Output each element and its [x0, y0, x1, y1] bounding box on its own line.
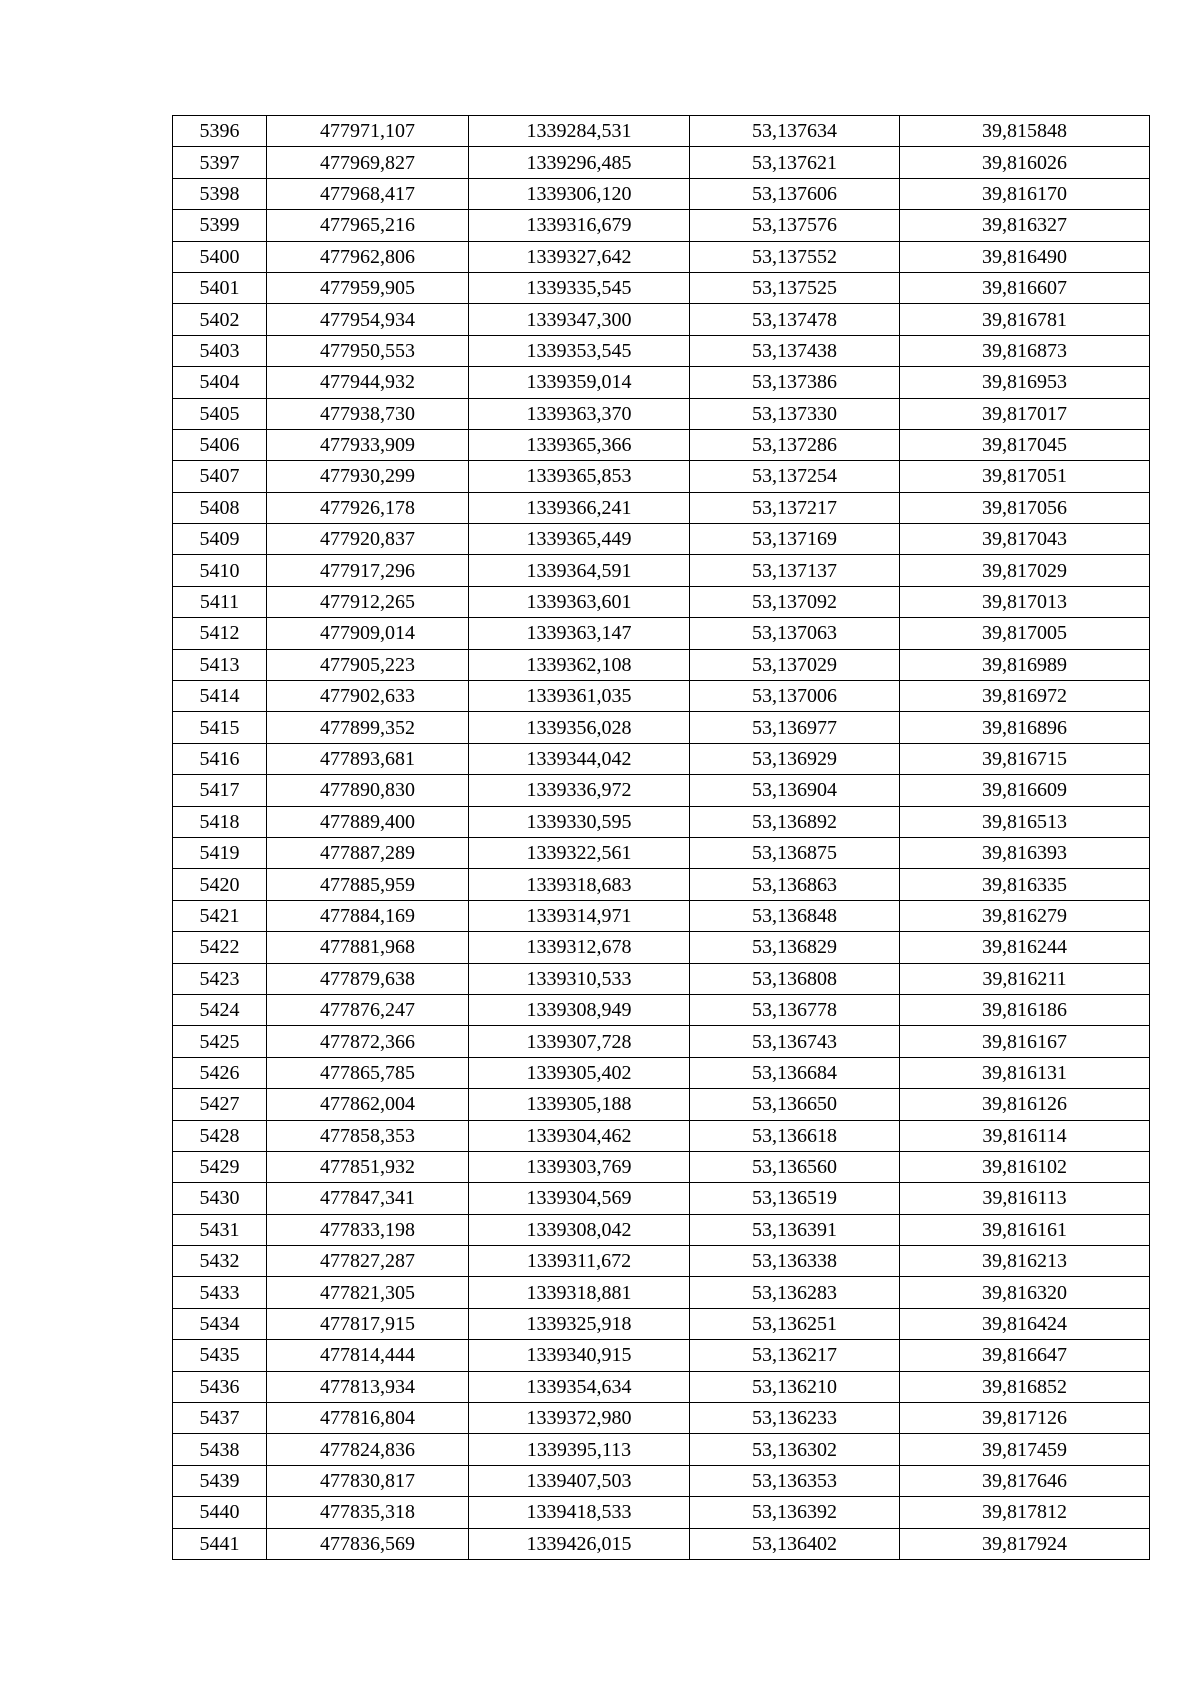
latitude-cell: 53,136829: [690, 932, 900, 963]
latitude-cell: 53,136778: [690, 994, 900, 1025]
point-number-cell: 5432: [173, 1246, 267, 1277]
latitude-cell: 53,136392: [690, 1497, 900, 1528]
table-row: [173, 555, 1150, 586]
longitude-cell: 39,816102: [900, 1151, 1150, 1182]
y-coordinate-cell: 1339365,449: [469, 524, 690, 555]
point-number-cell: 5426: [173, 1057, 267, 1088]
table-row: [173, 272, 1150, 303]
latitude-cell: 53,137552: [690, 241, 900, 272]
table-row: [173, 304, 1150, 335]
longitude-cell: 39,816953: [900, 367, 1150, 398]
point-number-cell: 5407: [173, 461, 267, 492]
longitude-cell: 39,816781: [900, 304, 1150, 335]
latitude-cell: 53,137169: [690, 524, 900, 555]
x-coordinate-cell: 477821,305: [267, 1277, 469, 1308]
y-coordinate-cell: 1339303,769: [469, 1151, 690, 1182]
latitude-cell: 53,136519: [690, 1183, 900, 1214]
longitude-cell: 39,816167: [900, 1026, 1150, 1057]
point-number-cell: 5433: [173, 1277, 267, 1308]
table-row: [173, 1403, 1150, 1434]
latitude-cell: 53,137634: [690, 116, 900, 147]
point-number-cell: 5424: [173, 994, 267, 1025]
x-coordinate-cell: 477814,444: [267, 1340, 469, 1371]
x-coordinate-cell: 477824,836: [267, 1434, 469, 1465]
y-coordinate-cell: 1339426,015: [469, 1528, 690, 1559]
longitude-cell: 39,816113: [900, 1183, 1150, 1214]
table-row: [173, 1057, 1150, 1088]
table-row: [173, 1246, 1150, 1277]
x-coordinate-cell: 477905,223: [267, 649, 469, 680]
x-coordinate-cell: 477912,265: [267, 586, 469, 617]
longitude-cell: 39,817013: [900, 586, 1150, 617]
x-coordinate-cell: 477889,400: [267, 806, 469, 837]
table-row: [173, 1183, 1150, 1214]
point-number-cell: 5427: [173, 1089, 267, 1120]
y-coordinate-cell: 1339318,683: [469, 869, 690, 900]
x-coordinate-cell: 477865,785: [267, 1057, 469, 1088]
y-coordinate-cell: 1339418,533: [469, 1497, 690, 1528]
longitude-cell: 39,816211: [900, 963, 1150, 994]
longitude-cell: 39,817646: [900, 1465, 1150, 1496]
longitude-cell: 39,816026: [900, 147, 1150, 178]
longitude-cell: 39,816513: [900, 806, 1150, 837]
latitude-cell: 53,136863: [690, 869, 900, 900]
longitude-cell: 39,816114: [900, 1120, 1150, 1151]
table-row: [173, 116, 1150, 147]
y-coordinate-cell: 1339365,366: [469, 429, 690, 460]
latitude-cell: 53,137029: [690, 649, 900, 680]
longitude-cell: 39,817459: [900, 1434, 1150, 1465]
x-coordinate-cell: 477872,366: [267, 1026, 469, 1057]
x-coordinate-cell: 477920,837: [267, 524, 469, 555]
table-row: [173, 147, 1150, 178]
y-coordinate-cell: 1339366,241: [469, 492, 690, 523]
y-coordinate-cell: 1339322,561: [469, 837, 690, 868]
y-coordinate-cell: 1339318,881: [469, 1277, 690, 1308]
latitude-cell: 53,136892: [690, 806, 900, 837]
latitude-cell: 53,136904: [690, 775, 900, 806]
x-coordinate-cell: 477893,681: [267, 743, 469, 774]
point-number-cell: 5406: [173, 429, 267, 460]
table-row: [173, 492, 1150, 523]
x-coordinate-cell: 477933,909: [267, 429, 469, 460]
longitude-cell: 39,816873: [900, 335, 1150, 366]
x-coordinate-cell: 477862,004: [267, 1089, 469, 1120]
y-coordinate-cell: 1339335,545: [469, 272, 690, 303]
latitude-cell: 53,136233: [690, 1403, 900, 1434]
y-coordinate-cell: 1339364,591: [469, 555, 690, 586]
longitude-cell: 39,817051: [900, 461, 1150, 492]
latitude-cell: 53,136283: [690, 1277, 900, 1308]
y-coordinate-cell: 1339395,113: [469, 1434, 690, 1465]
table-row: [173, 963, 1150, 994]
latitude-cell: 53,136302: [690, 1434, 900, 1465]
y-coordinate-cell: 1339311,672: [469, 1246, 690, 1277]
x-coordinate-cell: 477847,341: [267, 1183, 469, 1214]
table-row: [173, 1120, 1150, 1151]
latitude-cell: 53,136848: [690, 900, 900, 931]
table-row: [173, 586, 1150, 617]
x-coordinate-cell: 477930,299: [267, 461, 469, 492]
point-number-cell: 5408: [173, 492, 267, 523]
y-coordinate-cell: 1339359,014: [469, 367, 690, 398]
latitude-cell: 53,137006: [690, 681, 900, 712]
table-row: [173, 524, 1150, 555]
x-coordinate-cell: 477902,633: [267, 681, 469, 712]
point-number-cell: 5400: [173, 241, 267, 272]
x-coordinate-cell: 477926,178: [267, 492, 469, 523]
y-coordinate-cell: 1339372,980: [469, 1403, 690, 1434]
table-row: [173, 398, 1150, 429]
latitude-cell: 53,137438: [690, 335, 900, 366]
point-number-cell: 5428: [173, 1120, 267, 1151]
point-number-cell: 5419: [173, 837, 267, 868]
latitude-cell: 53,136251: [690, 1308, 900, 1339]
longitude-cell: 39,817126: [900, 1403, 1150, 1434]
point-number-cell: 5429: [173, 1151, 267, 1182]
longitude-cell: 39,816244: [900, 932, 1150, 963]
table-row: [173, 461, 1150, 492]
point-number-cell: 5436: [173, 1371, 267, 1402]
table-row: [173, 1497, 1150, 1528]
latitude-cell: 53,136650: [690, 1089, 900, 1120]
latitude-cell: 53,136353: [690, 1465, 900, 1496]
longitude-cell: 39,816161: [900, 1214, 1150, 1245]
y-coordinate-cell: 1339327,642: [469, 241, 690, 272]
table-row: [173, 775, 1150, 806]
longitude-cell: 39,816213: [900, 1246, 1150, 1277]
y-coordinate-cell: 1339336,972: [469, 775, 690, 806]
longitude-cell: 39,816424: [900, 1308, 1150, 1339]
point-number-cell: 5399: [173, 210, 267, 241]
y-coordinate-cell: 1339306,120: [469, 178, 690, 209]
y-coordinate-cell: 1339407,503: [469, 1465, 690, 1496]
y-coordinate-cell: 1339344,042: [469, 743, 690, 774]
longitude-cell: 39,816279: [900, 900, 1150, 931]
y-coordinate-cell: 1339362,108: [469, 649, 690, 680]
y-coordinate-cell: 1339340,915: [469, 1340, 690, 1371]
x-coordinate-cell: 477884,169: [267, 900, 469, 931]
latitude-cell: 53,136560: [690, 1151, 900, 1182]
point-number-cell: 5410: [173, 555, 267, 586]
x-coordinate-cell: 477876,247: [267, 994, 469, 1025]
longitude-cell: 39,816131: [900, 1057, 1150, 1088]
point-number-cell: 5398: [173, 178, 267, 209]
point-number-cell: 5421: [173, 900, 267, 931]
y-coordinate-cell: 1339363,147: [469, 618, 690, 649]
table-row: [173, 618, 1150, 649]
y-coordinate-cell: 1339353,545: [469, 335, 690, 366]
point-number-cell: 5425: [173, 1026, 267, 1057]
x-coordinate-cell: 477827,287: [267, 1246, 469, 1277]
x-coordinate-cell: 477938,730: [267, 398, 469, 429]
latitude-cell: 53,136618: [690, 1120, 900, 1151]
longitude-cell: 39,816335: [900, 869, 1150, 900]
table-row: [173, 806, 1150, 837]
table-row: [173, 1528, 1150, 1559]
longitude-cell: 39,816170: [900, 178, 1150, 209]
y-coordinate-cell: 1339284,531: [469, 116, 690, 147]
longitude-cell: 39,816852: [900, 1371, 1150, 1402]
table-row: [173, 649, 1150, 680]
table-row: [173, 1089, 1150, 1120]
point-number-cell: 5437: [173, 1403, 267, 1434]
table-row: [173, 712, 1150, 743]
point-number-cell: 5401: [173, 272, 267, 303]
longitude-cell: 39,817924: [900, 1528, 1150, 1559]
point-number-cell: 5397: [173, 147, 267, 178]
longitude-cell: 39,816715: [900, 743, 1150, 774]
x-coordinate-cell: 477959,905: [267, 272, 469, 303]
y-coordinate-cell: 1339304,569: [469, 1183, 690, 1214]
latitude-cell: 53,137525: [690, 272, 900, 303]
y-coordinate-cell: 1339314,971: [469, 900, 690, 931]
latitude-cell: 53,137063: [690, 618, 900, 649]
x-coordinate-cell: 477917,296: [267, 555, 469, 586]
point-number-cell: 5417: [173, 775, 267, 806]
latitude-cell: 53,137330: [690, 398, 900, 429]
point-number-cell: 5402: [173, 304, 267, 335]
y-coordinate-cell: 1339365,853: [469, 461, 690, 492]
y-coordinate-cell: 1339325,918: [469, 1308, 690, 1339]
longitude-cell: 39,817029: [900, 555, 1150, 586]
x-coordinate-cell: 477887,289: [267, 837, 469, 868]
longitude-cell: 39,816989: [900, 649, 1150, 680]
table-row: [173, 681, 1150, 712]
point-number-cell: 5435: [173, 1340, 267, 1371]
y-coordinate-cell: 1339305,188: [469, 1089, 690, 1120]
latitude-cell: 53,137621: [690, 147, 900, 178]
coordinates-table: [172, 115, 1150, 1560]
x-coordinate-cell: 477833,198: [267, 1214, 469, 1245]
point-number-cell: 5403: [173, 335, 267, 366]
y-coordinate-cell: 1339361,035: [469, 681, 690, 712]
table-row: [173, 1434, 1150, 1465]
table-row: [173, 1214, 1150, 1245]
table-row: [173, 1371, 1150, 1402]
longitude-cell: 39,816607: [900, 272, 1150, 303]
x-coordinate-cell: 477968,417: [267, 178, 469, 209]
point-number-cell: 5438: [173, 1434, 267, 1465]
x-coordinate-cell: 477890,830: [267, 775, 469, 806]
point-number-cell: 5409: [173, 524, 267, 555]
point-number-cell: 5423: [173, 963, 267, 994]
table-row: [173, 241, 1150, 272]
latitude-cell: 53,136402: [690, 1528, 900, 1559]
table-row: [173, 743, 1150, 774]
latitude-cell: 53,137606: [690, 178, 900, 209]
y-coordinate-cell: 1339363,370: [469, 398, 690, 429]
y-coordinate-cell: 1339312,678: [469, 932, 690, 963]
table-row: [173, 1151, 1150, 1182]
x-coordinate-cell: 477885,959: [267, 869, 469, 900]
y-coordinate-cell: 1339330,595: [469, 806, 690, 837]
point-number-cell: 5430: [173, 1183, 267, 1214]
point-number-cell: 5422: [173, 932, 267, 963]
latitude-cell: 53,137478: [690, 304, 900, 335]
latitude-cell: 53,137217: [690, 492, 900, 523]
longitude-cell: 39,815848: [900, 116, 1150, 147]
table-row: [173, 210, 1150, 241]
point-number-cell: 5440: [173, 1497, 267, 1528]
longitude-cell: 39,816896: [900, 712, 1150, 743]
table-row: [173, 367, 1150, 398]
latitude-cell: 53,137286: [690, 429, 900, 460]
longitude-cell: 39,817005: [900, 618, 1150, 649]
point-number-cell: 5439: [173, 1465, 267, 1496]
y-coordinate-cell: 1339356,028: [469, 712, 690, 743]
longitude-cell: 39,816609: [900, 775, 1150, 806]
table-row: [173, 1465, 1150, 1496]
latitude-cell: 53,136743: [690, 1026, 900, 1057]
latitude-cell: 53,137092: [690, 586, 900, 617]
table-row: [173, 994, 1150, 1025]
latitude-cell: 53,136808: [690, 963, 900, 994]
y-coordinate-cell: 1339308,949: [469, 994, 690, 1025]
x-coordinate-cell: 477969,827: [267, 147, 469, 178]
y-coordinate-cell: 1339347,300: [469, 304, 690, 335]
x-coordinate-cell: 477858,353: [267, 1120, 469, 1151]
latitude-cell: 53,137386: [690, 367, 900, 398]
latitude-cell: 53,136217: [690, 1340, 900, 1371]
longitude-cell: 39,817812: [900, 1497, 1150, 1528]
latitude-cell: 53,136977: [690, 712, 900, 743]
x-coordinate-cell: 477816,804: [267, 1403, 469, 1434]
x-coordinate-cell: 477962,806: [267, 241, 469, 272]
x-coordinate-cell: 477835,318: [267, 1497, 469, 1528]
coordinates-table-body: [173, 116, 1150, 1560]
longitude-cell: 39,817043: [900, 524, 1150, 555]
x-coordinate-cell: 477971,107: [267, 116, 469, 147]
table-row: [173, 335, 1150, 366]
longitude-cell: 39,816126: [900, 1089, 1150, 1120]
longitude-cell: 39,816393: [900, 837, 1150, 868]
latitude-cell: 53,136929: [690, 743, 900, 774]
x-coordinate-cell: 477899,352: [267, 712, 469, 743]
latitude-cell: 53,137254: [690, 461, 900, 492]
latitude-cell: 53,137576: [690, 210, 900, 241]
point-number-cell: 5416: [173, 743, 267, 774]
x-coordinate-cell: 477830,817: [267, 1465, 469, 1496]
point-number-cell: 5413: [173, 649, 267, 680]
x-coordinate-cell: 477817,915: [267, 1308, 469, 1339]
longitude-cell: 39,816186: [900, 994, 1150, 1025]
point-number-cell: 5431: [173, 1214, 267, 1245]
y-coordinate-cell: 1339296,485: [469, 147, 690, 178]
x-coordinate-cell: 477813,934: [267, 1371, 469, 1402]
longitude-cell: 39,816647: [900, 1340, 1150, 1371]
longitude-cell: 39,816972: [900, 681, 1150, 712]
x-coordinate-cell: 477881,968: [267, 932, 469, 963]
y-coordinate-cell: 1339304,462: [469, 1120, 690, 1151]
point-number-cell: 5415: [173, 712, 267, 743]
x-coordinate-cell: 477851,932: [267, 1151, 469, 1182]
point-number-cell: 5404: [173, 367, 267, 398]
table-row: [173, 1340, 1150, 1371]
point-number-cell: 5405: [173, 398, 267, 429]
point-number-cell: 5411: [173, 586, 267, 617]
point-number-cell: 5414: [173, 681, 267, 712]
latitude-cell: 53,136684: [690, 1057, 900, 1088]
table-row: [173, 1026, 1150, 1057]
x-coordinate-cell: 477879,638: [267, 963, 469, 994]
longitude-cell: 39,816327: [900, 210, 1150, 241]
y-coordinate-cell: 1339316,679: [469, 210, 690, 241]
table-row: [173, 178, 1150, 209]
y-coordinate-cell: 1339305,402: [469, 1057, 690, 1088]
x-coordinate-cell: 477944,932: [267, 367, 469, 398]
latitude-cell: 53,136338: [690, 1246, 900, 1277]
point-number-cell: 5434: [173, 1308, 267, 1339]
table-row: [173, 1277, 1150, 1308]
latitude-cell: 53,137137: [690, 555, 900, 586]
longitude-cell: 39,817056: [900, 492, 1150, 523]
x-coordinate-cell: 477954,934: [267, 304, 469, 335]
x-coordinate-cell: 477950,553: [267, 335, 469, 366]
y-coordinate-cell: 1339354,634: [469, 1371, 690, 1402]
point-number-cell: 5412: [173, 618, 267, 649]
x-coordinate-cell: 477909,014: [267, 618, 469, 649]
table-row: [173, 932, 1150, 963]
table-row: [173, 900, 1150, 931]
table-row: [173, 429, 1150, 460]
point-number-cell: 5418: [173, 806, 267, 837]
latitude-cell: 53,136210: [690, 1371, 900, 1402]
longitude-cell: 39,816490: [900, 241, 1150, 272]
x-coordinate-cell: 477836,569: [267, 1528, 469, 1559]
longitude-cell: 39,817017: [900, 398, 1150, 429]
y-coordinate-cell: 1339363,601: [469, 586, 690, 617]
point-number-cell: 5396: [173, 116, 267, 147]
point-number-cell: 5420: [173, 869, 267, 900]
latitude-cell: 53,136391: [690, 1214, 900, 1245]
longitude-cell: 39,817045: [900, 429, 1150, 460]
y-coordinate-cell: 1339308,042: [469, 1214, 690, 1245]
y-coordinate-cell: 1339307,728: [469, 1026, 690, 1057]
x-coordinate-cell: 477965,216: [267, 210, 469, 241]
longitude-cell: 39,816320: [900, 1277, 1150, 1308]
latitude-cell: 53,136875: [690, 837, 900, 868]
table-row: [173, 837, 1150, 868]
table-row: [173, 869, 1150, 900]
table-row: [173, 1308, 1150, 1339]
point-number-cell: 5441: [173, 1528, 267, 1559]
y-coordinate-cell: 1339310,533: [469, 963, 690, 994]
